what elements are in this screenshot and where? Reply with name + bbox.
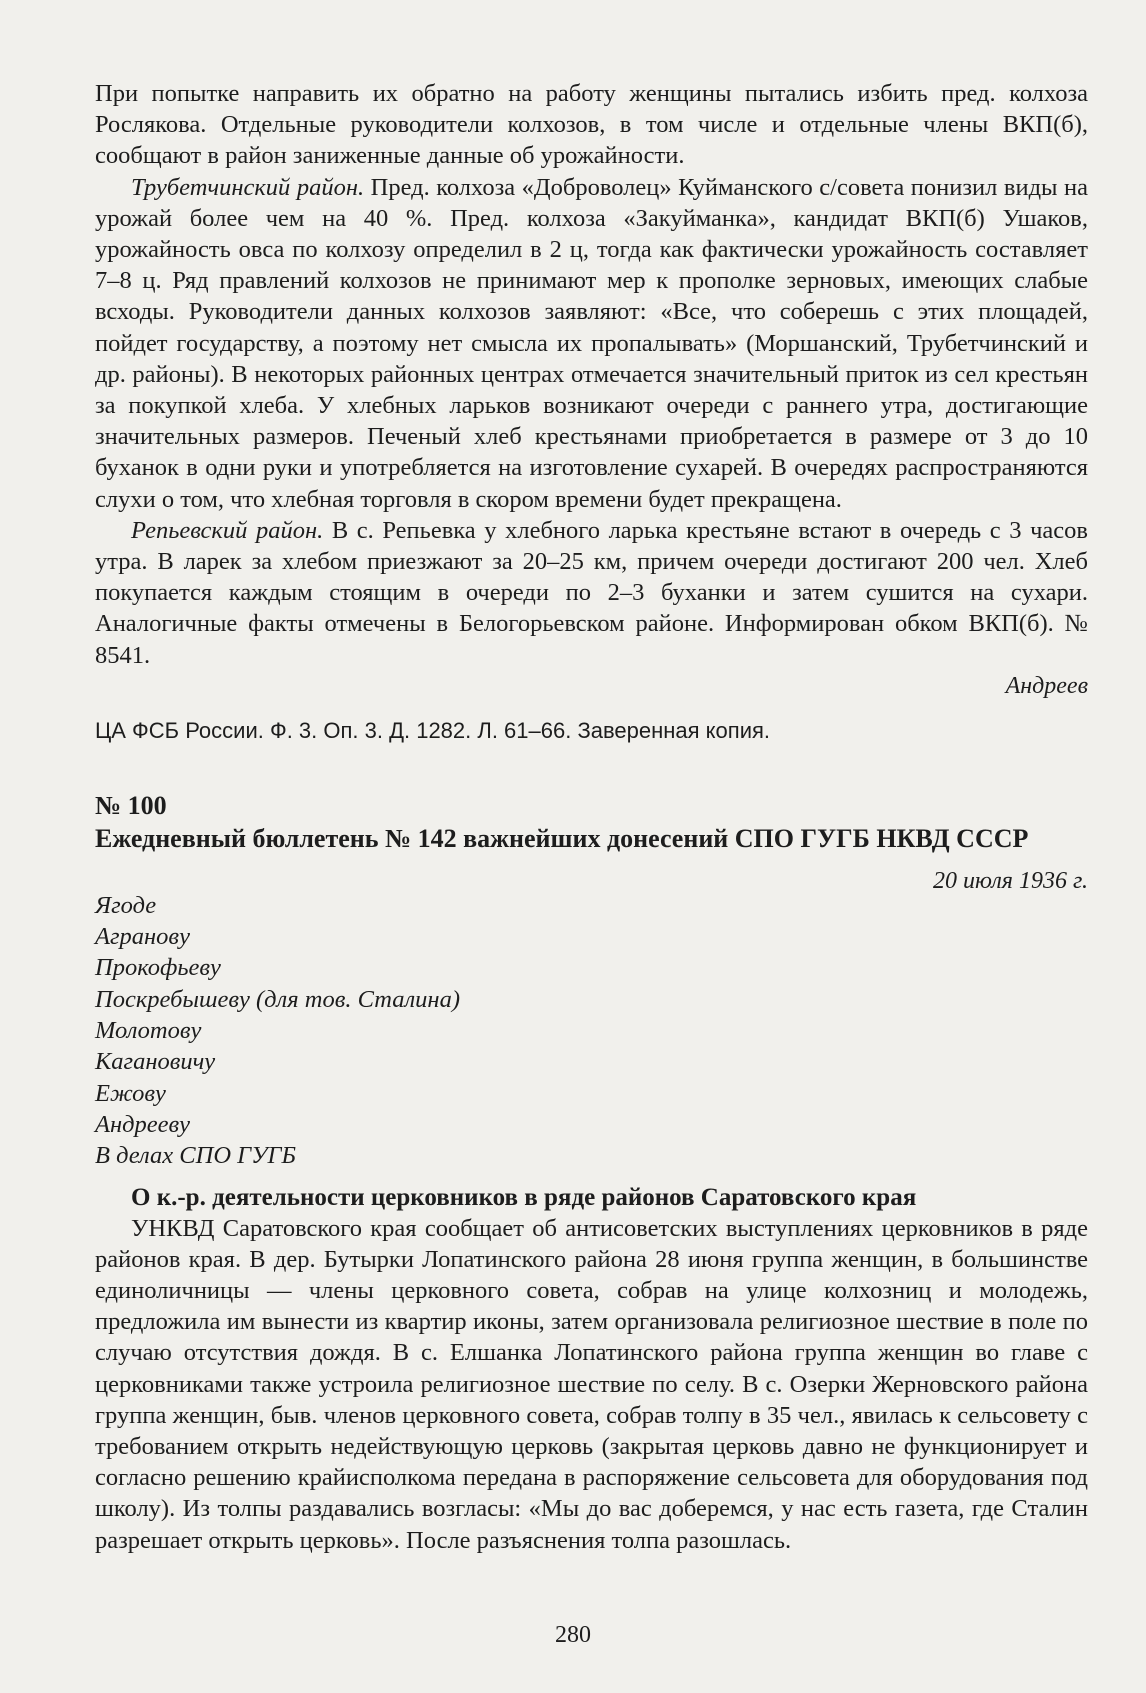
recipient: Молотову [95,1017,202,1045]
paragraph-text: Пред. колхоза «Доброволец» Куйманского с/совета понизил виды на урожай более чем на 40 %. Пред. колхоза «Закуйманка», кандидат ВКП(б) Ушаков, урожайность овса по колхозу определил в 2 ц, тогда как фактически урожайность составляет 7–8 ц. Ряд правлений колхозов не принимают мер к прополке зерновых, имеющих слабые всходы. Руководители данных колхозов заявляют: «Все, что соберешь с этих площадей, пойдет государству, а поэтому нет смысла их пропалывать» (Моршанский, Трубетчинский и др. районы). В некоторых районных центрах отмечается значительный приток из сел крестьян за покупкой хлеба. У хлебных ларьков возникают очереди с раннего утра, достигающие значительных размеров. Печеный хлеб крестьянами приобретается в размере от 3 до 10 буханок в одни руки и употребляется на изготовление сухарей. В очередях распространяются слухи о том, что хлебная торговля в скором времени будет прекращена. [95,173,1089,513]
document-number: № 100 [95,790,167,820]
document-date: 20 июля 1936 г. [933,867,1088,894]
recipient: Андрееву [95,1110,191,1138]
district-name: Трубетчинский район. [131,173,365,201]
recipient-list [95,890,1088,1172]
paragraph-saratov: УНКВД Саратовского края сообщает об антисоветских выступлениях церковников в ряде районов края. В дер. Бутырки Лопатинского района 28 июня группа женщин, в большинстве единоличницы — члены церковного совета, собрав на улице колхозниц и молодежь, предложила им вынести из квартир иконы, затем организовала религиозное шествие в поле по случаю отсутствия дождя. В с. Елшанка Лопатинского района группа женщин во главе с церковниками также устроила религиозное шествие по селу. В с. Озерки Жерновского района группа женщин, быв. членов церковного совета, собрав толпу в 35 чел., явилась к сельсовету с требованием открыть недействующую церковь (закрытая церковь давно не функционирует и согласно решению крайисполкома передана в распоряжение сельсовета для оборудования под школу). Из толпы раздавались возгласы: «Мы до вас доберемся, у нас есть газета, где Сталин разрешает открыть церковь». После разъяснения толпа разошлась. [95,1214,1088,1554]
recipient: Поскребышеву (для тов. Сталина) [95,985,460,1013]
paragraph-continued: При попытке направить их обратно на работу женщины пытались избить пред. колхоза Рослякова. Отдельные руководители колхозов, в том числе и отдельные члены ВКП(б), сообщают в район заниженные данные об урожайности. [95,80,1088,170]
recipient: Ягоде [95,891,157,919]
recipient: Прокофьеву [95,954,221,982]
recipient: Агранову [95,923,190,951]
signature: Андреев [1005,672,1088,699]
paragraph-trubetchinsky [95,172,1088,515]
recipient: Ежову [95,1079,166,1107]
recipient: Кагановичу [95,1048,216,1076]
section-heading: О к.-р. деятельности церковников в ряде районов Саратовского края [131,1183,917,1211]
page-number: 280 [555,1622,591,1648]
paragraph-repyevsky [95,515,1088,671]
archival-source: ЦА ФСБ России. Ф. 3. Оп. 3. Д. 1282. Л. 61–66. Заверенная копия. [95,717,771,743]
district-name: Репьевский район. [131,516,324,544]
recipient: В делах СПО ГУГБ [95,1142,296,1170]
document-title: Ежедневный бюллетень № 142 важнейших донесений СПО ГУГБ НКВД СССР [95,823,1029,853]
paragraph-text: В с. Репьевка у хлебного ларька крестьяне встают в очередь с 3 часов утра. В ларек за хлебом приезжают за 20–25 км, причем очереди достигают 200 чел. Хлеб покупается каждым стоящим в очереди по 2–3 буханки и затем сушится на сухари. Аналогичные факты отмечены в Белогорьевском районе. Информирован обком ВКП(б). № 8541. [95,516,1088,669]
